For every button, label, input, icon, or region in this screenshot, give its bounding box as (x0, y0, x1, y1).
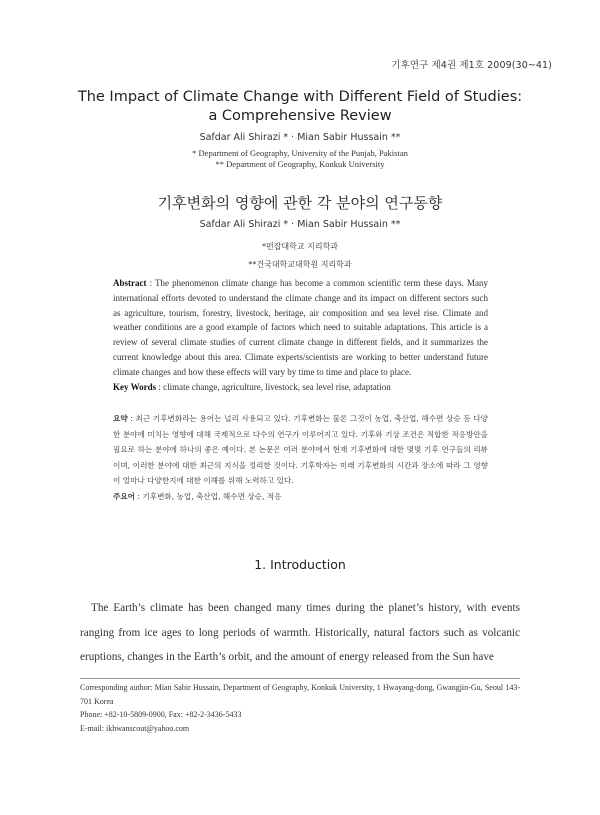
english-title-line1: The Impact of Climate Change with Different Field of Studies: (77, 89, 523, 105)
korean-keywords-text: : 기후변화, 농업, 축산업, 해수면 상승, 적응 (135, 491, 282, 501)
footnote-divider (80, 678, 520, 679)
korean-affiliation-1: *펀잡대학교 지리학과 (261, 242, 339, 251)
english-authors: Safdar Ali Shirazi * · Mian Sabir Hussain ** (199, 132, 401, 143)
korean-title: 기후변화의 영향에 관한 각 분야의 연구동향 (157, 194, 443, 212)
korean-authors: Safdar Ali Shirazi * · Mian Sabir Hussain ** (199, 219, 401, 230)
english-title-line2: a Comprehensive Review (208, 108, 392, 124)
footnote-email: E-mail: ikhwanscout@yahoo.com (80, 723, 190, 733)
korean-affiliations (0, 238, 600, 274)
abstract-text: : The phenomenon climate change has become a common scientific term these days. Many international efforts devoted to understand the climate change and its impact on different sectors such as agriculture, tourism, forestry, livestock, heritage, air composition and sea level rise. Climate and weather conditions are a good example of factors which need to suitable adaptations. This article is a review of several climate studies of current climate change in different fields, and it summarizes the current knowledge about this area. Climate experts/scientists are working to better understand future climate changes and how these effects will vary by time to time and place to place. (113, 278, 488, 377)
keywords-label: Key Words (113, 381, 157, 392)
english-affiliation-1: * Department of Geography, University of the Punjab, Pakistan (192, 148, 408, 158)
korean-abstract-paragraph (113, 411, 488, 489)
korean-abstract-text: : 최근 기후변화라는 용어는 널리 사용되고 있다. 기후변화는 물론 그것이 농업, 축산업, 해수면 상승 등 다양한 분야에 미치는 영향에 대해 국제적으로 다수의 연구가 이루어지고 있다. 기후와 기상 조건은 적합한 적응방안을 필요로 하는 분야에 하나의 좋은 예이다. 본 논문은 여러 분야에서 현재 기후변화에 대한 몇몇 기후 연구들의 리뷰이며, 이러한 분야에 대한 최근의 지식을 정리한 것이다. 기후학자는 미래 기후변화의 시간과 장소에 따라 그 영향이 얼마나 다양한지에 대한 이해를 위해 노력하고 있다. (113, 414, 488, 485)
korean-keywords-line (113, 489, 488, 505)
english-title (0, 88, 600, 126)
section-heading-introduction: 1. Introduction (254, 557, 346, 572)
abstract (113, 276, 488, 394)
footnote (80, 681, 520, 735)
english-affiliations (0, 148, 600, 170)
introduction-paragraph: The Earth’s climate has been changed many times during the planet’s history, with events ranging from ice ages to long periods of warmth. Historically, natural factors such as volcanic eruptions, changes in the Earth’s orbit, and the amount of energy released from the Sun have (80, 602, 520, 663)
abstract-paragraph (113, 276, 488, 380)
korean-affiliation-2: **건국대학교대학원 지리학과 (248, 260, 352, 269)
keywords-text: : climate change, agriculture, livestock, sea level rise, adaptation (156, 381, 391, 392)
footnote-phone: Phone: +82-10-5809-0900, Fax: +82-2-3436-5433 (80, 710, 242, 719)
korean-abstract-label: 요약 (113, 414, 128, 423)
journal-reference: 기후연구 제4권 제1호 2009(30~41) (391, 60, 552, 71)
korean-abstract (113, 411, 488, 504)
abstract-label: Abstract (113, 278, 147, 288)
keywords-line (113, 380, 488, 395)
english-affiliation-2: ** Department of Geography, Konkuk University (215, 159, 385, 169)
footnote-corresponding: Corresponding author: Mian Sabir Hussain, Department of Geography, Konkuk University, 1 Hwayang-dong, Gwangjin-Gu, Seoul 143-701 Korea (80, 683, 520, 706)
korean-keywords-label: 주요어 (113, 491, 136, 501)
